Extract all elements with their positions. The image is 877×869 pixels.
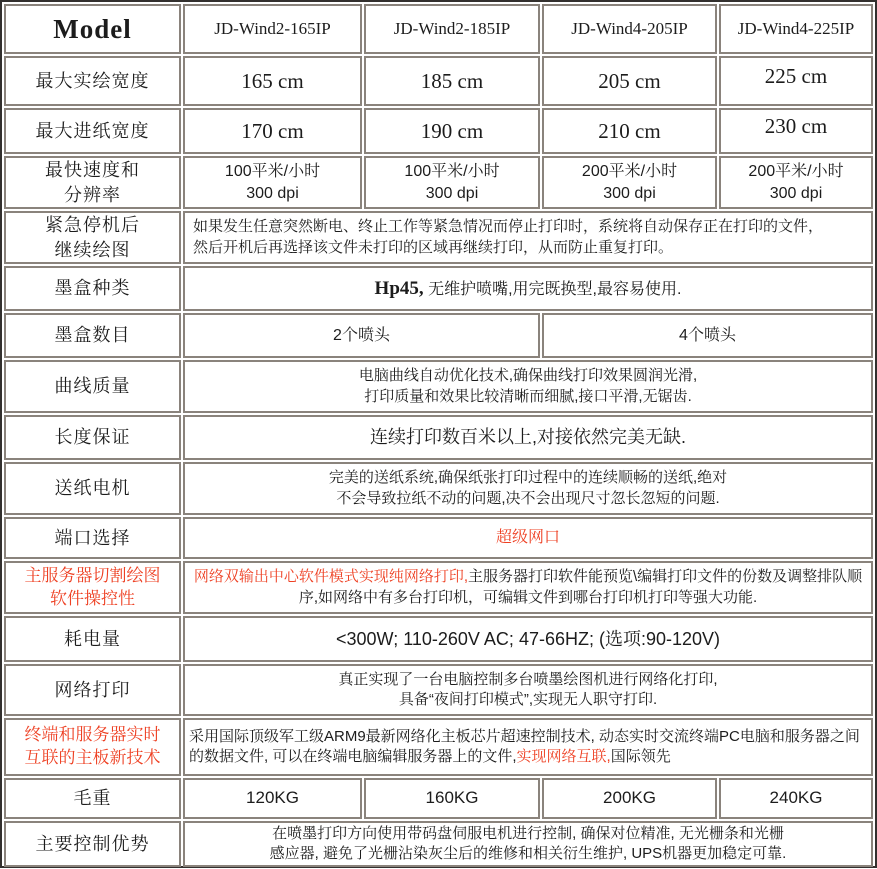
cell-power-consumption: <300W; 110-260V AC; 47-66HZ; (选项:90-120V) — [183, 616, 873, 662]
row-curve-quality — [4, 360, 873, 413]
cell-paper-width-1: 170 cm — [183, 108, 362, 154]
cell-paper-motor-line2: 不会导致拉纸不动的问题,决不会出现尺寸忽长忽短的问题. — [336, 489, 720, 507]
label-max-speed-line1: 最快速度和 — [45, 160, 140, 181]
cell-server-software — [183, 561, 873, 614]
cell-weight-3: 200KG — [542, 778, 717, 819]
cell-network-print-line1: 真正实现了一台电脑控制多台喷墨绘图机进行网络化打印, — [338, 670, 718, 688]
cell-draw-width-1: 165 cm — [183, 56, 362, 106]
label-max-paper-width: 最大进纸宽度 — [4, 108, 181, 154]
cell-cartridge-count-2head: 2个喷头 — [183, 313, 540, 358]
row-max-speed-resolution — [4, 156, 873, 209]
row-emergency-resume — [4, 211, 873, 264]
cell-network-print-line2: 具备“夜间打印模式”,实现无人职守打印. — [398, 691, 658, 708]
cell-speed-2-line1: 100平米/小时 — [404, 162, 500, 180]
row-cartridge-count — [4, 313, 873, 358]
cell-emergency-resume-line1: 如果发生任意突然断电、终止工作等紧急情况而停止打印时，系统将自动保存正在打印的文件， — [193, 218, 824, 236]
cell-draw-width-4 — [719, 56, 873, 106]
label-power-consumption: 耗电量 — [4, 616, 181, 662]
model-name-4: JD-Wind4-225IP — [719, 4, 873, 54]
label-control-advantage: 主要控制优势 — [4, 821, 181, 867]
label-paper-motor: 送纸电机 — [4, 462, 181, 515]
row-mainboard-tech — [4, 718, 873, 776]
row-gross-weight — [4, 778, 873, 819]
cell-curve-quality-line2: 打印质量和效果比较清晰而细腻,接口平滑,无锯齿. — [364, 387, 692, 405]
model-name-1: JD-Wind2-165IP — [183, 4, 362, 54]
label-mainboard-tech — [4, 718, 181, 776]
cell-draw-width-3: 205 cm — [542, 56, 717, 106]
cell-length-guarantee: 连续打印数百米以上,对接依然完美无缺. — [183, 415, 873, 460]
cell-emergency-resume-line2: 然后开机后再选择该文件未打印的区域再继续打印，从而防止重复打印。 — [193, 238, 674, 256]
cell-emergency-resume — [183, 211, 873, 264]
label-emergency-resume — [4, 211, 181, 264]
cell-curve-quality — [183, 360, 873, 413]
server-software-desc: 主服务器打印软件能预览\编辑打印文件的份数及调整排队顺序,如网络中有多台打印机，可编辑文件到哪台打印机打印等强大功能. — [298, 568, 863, 606]
label-emergency-resume-line2: 继续绘图 — [54, 239, 131, 260]
label-server-software-line2: 软件操控性 — [50, 588, 135, 608]
row-power-consumption — [4, 616, 873, 662]
row-control-advantage — [4, 821, 873, 867]
row-network-print — [4, 664, 873, 716]
label-mainboard-tech-line2: 互联的主板新技术 — [24, 748, 161, 767]
label-max-draw-width: 最大实绘宽度 — [4, 56, 181, 106]
cell-draw-width-2: 185 cm — [364, 56, 540, 106]
row-max-draw-width — [4, 56, 873, 106]
mainboard-tech-desc2: 国际领先 — [610, 748, 671, 765]
cell-speed-3-line1: 200平米/小时 — [581, 162, 678, 180]
label-network-print: 网络打印 — [4, 664, 181, 716]
cell-speed-3 — [542, 156, 717, 209]
cell-network-print — [183, 664, 873, 716]
printer-spec-table — [2, 2, 875, 869]
cell-speed-2-line2: 300 dpi — [425, 184, 479, 202]
cell-paper-motor — [183, 462, 873, 515]
cell-control-advantage-line1: 在喷墨打印方向使用带码盘伺服电机进行控制, 确保对位精准, 无光栅条和光栅 — [272, 824, 784, 842]
row-length-guarantee — [4, 415, 873, 460]
row-cartridge-type — [4, 266, 873, 311]
cell-speed-1-line1: 100平米/小时 — [224, 162, 321, 180]
model-name-3: JD-Wind4-205IP — [542, 4, 717, 54]
cartridge-type-desc: 无维护喷嘴,用完既换型,最容易使用. — [423, 280, 682, 298]
cell-draw-width-4-value: 225 cm — [764, 63, 828, 88]
label-server-software-line1: 主服务器切割绘图 — [24, 565, 161, 585]
cell-cartridge-type — [183, 266, 873, 311]
cell-speed-2 — [364, 156, 540, 209]
row-paper-motor — [4, 462, 873, 515]
cell-curve-quality-line1: 电脑曲线自动优化技术,确保曲线打印效果圆润光滑, — [358, 367, 698, 385]
cell-weight-4: 240KG — [719, 778, 873, 819]
cell-speed-1-line2: 300 dpi — [246, 184, 299, 202]
label-curve-quality: 曲线质量 — [4, 360, 181, 413]
cell-port-select: 超级网口 — [183, 517, 873, 559]
cell-speed-1 — [183, 156, 362, 209]
model-name-2: JD-Wind2-185IP — [364, 4, 540, 54]
row-port-select — [4, 517, 873, 559]
label-emergency-resume-line1: 紧急停机后 — [45, 215, 140, 236]
cell-speed-4 — [719, 156, 873, 209]
model-header-label: Model — [4, 4, 181, 54]
row-max-paper-width — [4, 108, 873, 154]
cell-control-advantage-line2: 感应器, 避免了光栅沾染灰尘后的维修和相关衍生维护, UPS机器更加稳定可靠. — [269, 845, 787, 862]
label-cartridge-type: 墨盒种类 — [4, 266, 181, 311]
cartridge-type-hp45: Hp45, — [374, 277, 424, 299]
cell-cartridge-count-4head: 4个喷头 — [542, 313, 873, 358]
cell-weight-2: 160KG — [364, 778, 540, 819]
label-mainboard-tech-line1: 终端和服务器实时 — [24, 725, 161, 745]
cell-speed-4-line1: 200平米/小时 — [748, 162, 844, 180]
cell-paper-width-4 — [719, 108, 873, 154]
label-server-software — [4, 561, 181, 614]
cell-weight-1: 120KG — [183, 778, 362, 819]
server-software-highlight: 网络双输出中心软件模式实现纯网络打印, — [193, 568, 468, 586]
row-model-header — [4, 4, 873, 54]
label-port-select: 端口选择 — [4, 517, 181, 559]
cell-paper-motor-line1: 完美的送纸系统,确保纸张打印过程中的连续顺畅的送纸,绝对 — [328, 469, 728, 487]
cell-paper-width-3: 210 cm — [542, 108, 717, 154]
row-server-software — [4, 561, 873, 614]
label-gross-weight: 毛重 — [4, 778, 181, 819]
mainboard-tech-desc1: 采用国际顶级军工级ARM9最新网络化主板芯片超速控制技术, 动态实时交流终端PC电脑和服务器之间的数据文件, 可以在终端电脑编辑服务器上的文件, — [189, 727, 860, 765]
cell-paper-width-2: 190 cm — [364, 108, 540, 154]
cell-control-advantage — [183, 821, 873, 867]
label-length-guarantee: 长度保证 — [4, 415, 181, 460]
cell-paper-width-4-value: 230 cm — [764, 113, 828, 138]
cell-speed-3-line2: 300 dpi — [603, 184, 656, 202]
label-max-speed — [4, 156, 181, 209]
mainboard-tech-highlight: 实现网络互联, — [516, 748, 611, 765]
cell-speed-4-line2: 300 dpi — [769, 184, 823, 202]
label-cartridge-count: 墨盒数目 — [4, 313, 181, 358]
label-max-speed-line2: 分辨率 — [64, 184, 121, 205]
cell-mainboard-tech — [183, 718, 873, 776]
